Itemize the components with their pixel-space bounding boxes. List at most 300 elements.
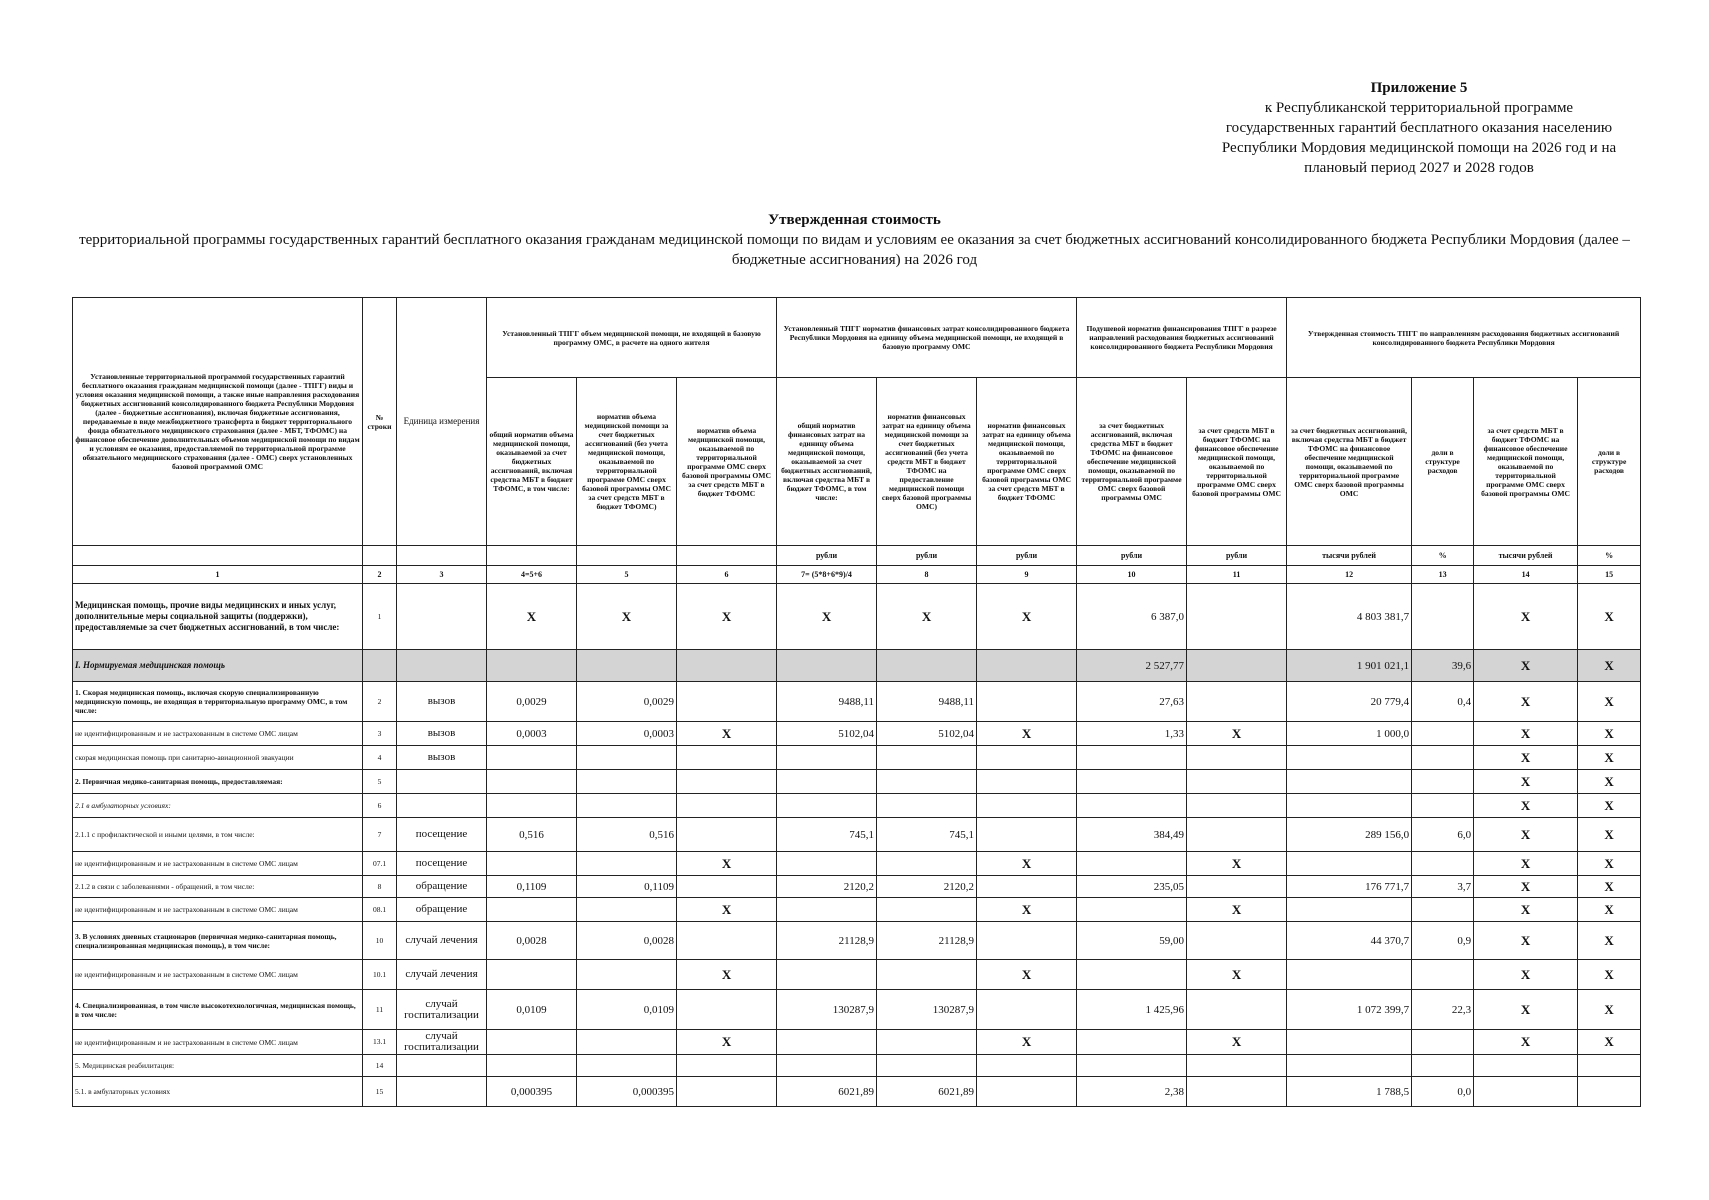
- col3-header: Единица измерения: [397, 298, 487, 546]
- row-unit: [397, 770, 487, 794]
- heading-sub: территориальной программы государственных гарантий бесплатного оказания гражданам медицинской помощи по видам и условиям ее оказания за счет бюджетных ассигнований консолидированного бюджета Республики Мордовия (далее – бюджетные ассигнования) на 2026 год: [79, 232, 1630, 268]
- cell-c9: [977, 650, 1077, 682]
- row-number: 13.1: [363, 1030, 397, 1055]
- cell-c13: 39,6: [1412, 650, 1474, 682]
- cell-c12: [1287, 746, 1412, 770]
- cell-c10: 6 387,0: [1077, 584, 1187, 650]
- cell-c15: X: [1578, 1030, 1641, 1055]
- header-row-groups: [73, 298, 1641, 378]
- row-name: скорая медицинская помощь при санитарно-авиационной эвакуации: [73, 746, 363, 770]
- unit-cell: рубли: [877, 546, 977, 566]
- cell-c14: X: [1474, 722, 1578, 746]
- cell-c13: 0,0: [1412, 1077, 1474, 1107]
- row-number: 6: [363, 794, 397, 818]
- cell-c12: [1287, 794, 1412, 818]
- cell-c8: 5102,04: [877, 722, 977, 746]
- cell-c4: 0,0029: [487, 682, 577, 722]
- cell-c11: [1187, 922, 1287, 960]
- cell-c14: X: [1474, 852, 1578, 876]
- cell-c5: 0,000395: [577, 1077, 677, 1107]
- cell-c4: 0,0109: [487, 990, 577, 1030]
- cell-c8: [877, 898, 977, 922]
- cell-c8: [877, 770, 977, 794]
- cell-c9: X: [977, 722, 1077, 746]
- cell-c5: 0,0029: [577, 682, 677, 722]
- cell-c14: X: [1474, 1030, 1578, 1055]
- cell-c12: 1 072 399,7: [1287, 990, 1412, 1030]
- cell-c9: [977, 746, 1077, 770]
- row-unit: [397, 1077, 487, 1107]
- cell-c14: X: [1474, 794, 1578, 818]
- cell-c14: X: [1474, 960, 1578, 990]
- cell-c11: [1187, 1077, 1287, 1107]
- cell-c6: [677, 876, 777, 898]
- cell-c8: 130287,9: [877, 990, 977, 1030]
- cell-c6: [677, 922, 777, 960]
- sub-header: за счет средств МБТ в бюджет ТФОМС на финансовое обеспечение медицинской помощи, оказываемой по территориальной программе ОМС сверх базовой программы ОМС: [1474, 378, 1578, 546]
- cell-c15: X: [1578, 584, 1641, 650]
- cell-c14: X: [1474, 650, 1578, 682]
- colnum-cell: 7= (5*8+6*9)/4: [777, 566, 877, 584]
- unit-cell: [487, 546, 577, 566]
- cell-c11: [1187, 650, 1287, 682]
- cell-c10: [1077, 770, 1187, 794]
- sub-header: за счет бюджетных ассигнований, включая средства МБТ в бюджет ТФОМС на финансовое обеспечение медицинской помощи, оказываемой по территориальной программе ОМС сверх базовой программы ОМС: [1077, 378, 1187, 546]
- cell-c10: [1077, 852, 1187, 876]
- cell-c5: [577, 746, 677, 770]
- units-row: [73, 546, 1641, 566]
- column-numbers-row: [73, 566, 1641, 584]
- cell-c9: [977, 1055, 1077, 1077]
- cost-table-wrapper: [72, 297, 1640, 1107]
- row-unit: [397, 794, 487, 818]
- sub-header: норматив объема медицинской помощи за счет бюджетных ассигнований (без учета медицинской помощи, оказываемой по территориальной программе ОМС сверх базовой программы ОМС за счет средств МБТ в бюджет ТФОМС): [577, 378, 677, 546]
- cell-c10: [1077, 746, 1187, 770]
- cell-c10: 384,49: [1077, 818, 1187, 852]
- table-row: [73, 818, 1641, 852]
- group1-header: Установленный ТПГГ объем медицинской помощи, не входящей в базовую программу ОМС, в расчете на одного жителя: [487, 298, 777, 378]
- row-unit: [397, 1055, 487, 1077]
- sub-header: доли в структуре расходов: [1412, 378, 1474, 546]
- cell-c7: [777, 650, 877, 682]
- cell-c4: [487, 852, 577, 876]
- cell-c15: X: [1578, 650, 1641, 682]
- cell-c5: [577, 960, 677, 990]
- cell-c6: X: [677, 584, 777, 650]
- cell-c6: [677, 682, 777, 722]
- cell-c8: [877, 852, 977, 876]
- cell-c11: [1187, 584, 1287, 650]
- cell-c4: [487, 1030, 577, 1055]
- cell-c6: X: [677, 960, 777, 990]
- cell-c9: [977, 1077, 1077, 1107]
- cell-c12: 4 803 381,7: [1287, 584, 1412, 650]
- table-row: [73, 852, 1641, 876]
- cell-c13: [1412, 1030, 1474, 1055]
- cell-c11: [1187, 682, 1287, 722]
- table-row: [73, 682, 1641, 722]
- cell-c15: X: [1578, 770, 1641, 794]
- cell-c10: [1077, 960, 1187, 990]
- row-unit: случай госпитализации: [397, 990, 487, 1030]
- row-unit: случай лечения: [397, 922, 487, 960]
- cell-c7: X: [777, 584, 877, 650]
- cell-c8: 2120,2: [877, 876, 977, 898]
- cell-c4: [487, 650, 577, 682]
- row-unit: обращение: [397, 898, 487, 922]
- row-unit: [397, 650, 487, 682]
- cell-c5: [577, 770, 677, 794]
- row-number: 4: [363, 746, 397, 770]
- colnum-cell: 1: [73, 566, 363, 584]
- cell-c9: [977, 682, 1077, 722]
- cell-c12: 1 000,0: [1287, 722, 1412, 746]
- cell-c15: X: [1578, 990, 1641, 1030]
- cell-c7: [777, 746, 877, 770]
- row-name: 3. В условиях дневных стационаров (первичная медико-санитарная помощь, специализированная медицинская помощь), в том числе:: [73, 922, 363, 960]
- row-number: [363, 650, 397, 682]
- group2-header: Установленный ТПГГ норматив финансовых затрат консолидированного бюджета Республики Мордовия на единицу объема медицинской помощи, не входящей в базовую программу ОМС: [777, 298, 1077, 378]
- group4-header: Утвержденная стоимость ТПГГ по направлениям расходования бюджетных ассигнований консолидированного бюджета Республики Мордовия: [1287, 298, 1641, 378]
- table-row: [73, 1030, 1641, 1055]
- row-number: 5: [363, 770, 397, 794]
- cell-c4: 0,0003: [487, 722, 577, 746]
- row-name: Медицинская помощь, прочие виды медицинских и иных услуг, дополнительные меры социальной защиты (поддержки), предоставляемые за счет бюджетных ассигнований, в том числе:: [73, 584, 363, 650]
- row-unit: [397, 584, 487, 650]
- cell-c4: [487, 960, 577, 990]
- cell-c9: X: [977, 852, 1077, 876]
- cell-c7: 745,1: [777, 818, 877, 852]
- cell-c13: [1412, 1055, 1474, 1077]
- colnum-cell: 5: [577, 566, 677, 584]
- cell-c11: [1187, 990, 1287, 1030]
- cell-c4: [487, 898, 577, 922]
- colnum-cell: 15: [1578, 566, 1641, 584]
- cell-c10: 27,63: [1077, 682, 1187, 722]
- colnum-cell: 13: [1412, 566, 1474, 584]
- cell-c8: 21128,9: [877, 922, 977, 960]
- cell-c13: 0,4: [1412, 682, 1474, 722]
- cell-c13: [1412, 722, 1474, 746]
- row-unit: случай лечения: [397, 960, 487, 990]
- cell-c8: [877, 960, 977, 990]
- row-number: 10.1: [363, 960, 397, 990]
- cell-c8: [877, 1030, 977, 1055]
- colnum-cell: 14: [1474, 566, 1578, 584]
- cell-c11: X: [1187, 722, 1287, 746]
- row-name: I. Нормируемая медицинская помощь: [73, 650, 363, 682]
- table-row: [73, 1077, 1641, 1107]
- cell-c13: 0,9: [1412, 922, 1474, 960]
- row-number: 11: [363, 990, 397, 1030]
- cell-c8: 9488,11: [877, 682, 977, 722]
- row-number: 1: [363, 584, 397, 650]
- row-name: 2.1 в амбулаторных условиях:: [73, 794, 363, 818]
- cell-c11: [1187, 1055, 1287, 1077]
- row-name: не идентифицированным и не застрахованным в системе ОМС лицам: [73, 960, 363, 990]
- appendix-line: Республики Мордовия медицинской помощи на 2026 год и на: [1221, 140, 1617, 156]
- sub-header: доли в структуре расходов: [1578, 378, 1641, 546]
- cell-c4: 0,000395: [487, 1077, 577, 1107]
- cell-c5: 0,516: [577, 818, 677, 852]
- table-row: [73, 794, 1641, 818]
- cell-c12: [1287, 1030, 1412, 1055]
- cell-c14: [1474, 1077, 1578, 1107]
- unit-cell: %: [1578, 546, 1641, 566]
- sub-header: общий норматив объема медицинской помощи, оказываемой за счет бюджетных ассигнований, включая средства МБТ в бюджет ТФОМС, в том числе:: [487, 378, 577, 546]
- cell-c9: [977, 794, 1077, 818]
- cell-c7: 5102,04: [777, 722, 877, 746]
- row-name: не идентифицированным и не застрахованным в системе ОМС лицам: [73, 1030, 363, 1055]
- cell-c12: 176 771,7: [1287, 876, 1412, 898]
- row-name: 1. Скорая медицинская помощь, включая скорую специализированную медицинскую помощь, не входящая в территориальную программу ОМС, в том числе:: [73, 682, 363, 722]
- cell-c7: [777, 770, 877, 794]
- cell-c4: 0,1109: [487, 876, 577, 898]
- cell-c14: X: [1474, 584, 1578, 650]
- col2-header: № строки: [363, 298, 397, 546]
- appendix-line: к Республиканской территориальной программе: [1264, 100, 1574, 116]
- cell-c12: 1 788,5: [1287, 1077, 1412, 1107]
- cell-c5: 0,0003: [577, 722, 677, 746]
- appendix-block: [1189, 78, 1649, 178]
- cell-c6: X: [677, 1030, 777, 1055]
- row-name: 4. Специализированная, в том числе высокотехнологичная, медицинская помощь, в том числе:: [73, 990, 363, 1030]
- colnum-cell: 4=5+6: [487, 566, 577, 584]
- table-row: [73, 898, 1641, 922]
- cell-c7: [777, 1030, 877, 1055]
- table-row: [73, 922, 1641, 960]
- cell-c6: [677, 1077, 777, 1107]
- table-row: [73, 650, 1641, 682]
- cell-c7: [777, 960, 877, 990]
- row-name: не идентифицированным и не застрахованным в системе ОМС лицам: [73, 898, 363, 922]
- row-unit: посещение: [397, 818, 487, 852]
- cell-c7: 2120,2: [777, 876, 877, 898]
- table-row: [73, 1055, 1641, 1077]
- cell-c13: [1412, 584, 1474, 650]
- document-heading: [60, 210, 1649, 270]
- row-number: 10: [363, 922, 397, 960]
- cell-c6: [677, 746, 777, 770]
- cell-c5: 0,1109: [577, 876, 677, 898]
- cell-c10: [1077, 1030, 1187, 1055]
- cell-c9: [977, 876, 1077, 898]
- cell-c5: 0,0028: [577, 922, 677, 960]
- unit-cell: [577, 546, 677, 566]
- cell-c11: X: [1187, 960, 1287, 990]
- colnum-cell: 9: [977, 566, 1077, 584]
- cell-c9: [977, 818, 1077, 852]
- cell-c7: [777, 898, 877, 922]
- table-row: [73, 722, 1641, 746]
- table-body: [73, 584, 1641, 1107]
- colnum-cell: 3: [397, 566, 487, 584]
- cell-c13: [1412, 794, 1474, 818]
- row-name: 5.1. в амбулаторных условиях: [73, 1077, 363, 1107]
- cell-c6: [677, 794, 777, 818]
- sub-header: за счет средств МБТ в бюджет ТФОМС на финансовое обеспечение медицинской помощи, оказываемой по территориальной программе ОМС сверх базовой программы ОМС: [1187, 378, 1287, 546]
- unit-cell: рубли: [777, 546, 877, 566]
- colnum-cell: 8: [877, 566, 977, 584]
- colnum-cell: 12: [1287, 566, 1412, 584]
- row-unit: вызов: [397, 682, 487, 722]
- unit-cell: тысячи рублей: [1287, 546, 1412, 566]
- row-number: 07.1: [363, 852, 397, 876]
- cell-c11: [1187, 818, 1287, 852]
- row-name: 2.1.1 с профилактической и иными целями, в том числе:: [73, 818, 363, 852]
- unit-cell: %: [1412, 546, 1474, 566]
- cell-c10: 2 527,77: [1077, 650, 1187, 682]
- cell-c5: [577, 650, 677, 682]
- cell-c13: 6,0: [1412, 818, 1474, 852]
- cell-c13: [1412, 746, 1474, 770]
- cell-c9: X: [977, 1030, 1077, 1055]
- row-name: 2.1.2 в связи с заболеваниями - обращений, в том числе:: [73, 876, 363, 898]
- cell-c15: X: [1578, 722, 1641, 746]
- cell-c6: X: [677, 722, 777, 746]
- cell-c15: [1578, 1077, 1641, 1107]
- cell-c15: X: [1578, 682, 1641, 722]
- cell-c10: [1077, 794, 1187, 818]
- unit-cell: рубли: [1077, 546, 1187, 566]
- cell-c4: [487, 794, 577, 818]
- cell-c9: [977, 770, 1077, 794]
- cell-c13: 3,7: [1412, 876, 1474, 898]
- row-number: 3: [363, 722, 397, 746]
- cell-c15: [1578, 1055, 1641, 1077]
- row-number: 14: [363, 1055, 397, 1077]
- cell-c5: 0,0109: [577, 990, 677, 1030]
- cell-c12: 289 156,0: [1287, 818, 1412, 852]
- cell-c6: [677, 990, 777, 1030]
- cell-c14: X: [1474, 922, 1578, 960]
- cell-c14: X: [1474, 746, 1578, 770]
- cell-c12: [1287, 898, 1412, 922]
- row-unit: вызов: [397, 746, 487, 770]
- row-unit: посещение: [397, 852, 487, 876]
- cell-c7: [777, 852, 877, 876]
- row-name: не идентифицированным и не застрахованным в системе ОМС лицам: [73, 722, 363, 746]
- row-number: 15: [363, 1077, 397, 1107]
- cell-c5: X: [577, 584, 677, 650]
- cell-c11: [1187, 876, 1287, 898]
- cell-c7: 6021,89: [777, 1077, 877, 1107]
- cell-c4: [487, 770, 577, 794]
- cell-c6: X: [677, 898, 777, 922]
- row-name: 5. Медицинская реабилитация:: [73, 1055, 363, 1077]
- table-row: [73, 960, 1641, 990]
- cell-c14: X: [1474, 818, 1578, 852]
- cell-c8: 6021,89: [877, 1077, 977, 1107]
- cell-c9: X: [977, 584, 1077, 650]
- cell-c12: [1287, 770, 1412, 794]
- row-name: не идентифицированным и не застрахованным в системе ОМС лицам: [73, 852, 363, 876]
- cell-c13: 22,3: [1412, 990, 1474, 1030]
- cell-c15: X: [1578, 922, 1641, 960]
- cell-c7: 9488,11: [777, 682, 877, 722]
- cell-c8: X: [877, 584, 977, 650]
- cell-c10: 1,33: [1077, 722, 1187, 746]
- unit-cell: [73, 546, 363, 566]
- cell-c4: [487, 1055, 577, 1077]
- cell-c12: [1287, 1055, 1412, 1077]
- sub-header: общий норматив финансовых затрат на единицу объема медицинской помощи, оказываемой за счет бюджетных ассигнований, включая средства МБТ в бюджет ТФОМС, в том числе:: [777, 378, 877, 546]
- sub-header: норматив объема медицинской помощи, оказываемой по территориальной программе ОМС сверх базовой программы ОМС за счет средств МБТ в бюджет ТФОМС: [677, 378, 777, 546]
- table-row: [73, 770, 1641, 794]
- cell-c6: [677, 770, 777, 794]
- unit-cell: [397, 546, 487, 566]
- cell-c4: 0,0028: [487, 922, 577, 960]
- cell-c10: 59,00: [1077, 922, 1187, 960]
- row-name: 2. Первичная медико-санитарная помощь, предоставляемая:: [73, 770, 363, 794]
- cell-c11: X: [1187, 898, 1287, 922]
- cell-c12: 20 779,4: [1287, 682, 1412, 722]
- cell-c15: X: [1578, 960, 1641, 990]
- cell-c7: 130287,9: [777, 990, 877, 1030]
- cell-c15: X: [1578, 818, 1641, 852]
- cell-c13: [1412, 898, 1474, 922]
- row-unit: вызов: [397, 722, 487, 746]
- row-number: 2: [363, 682, 397, 722]
- colnum-cell: 6: [677, 566, 777, 584]
- cell-c15: X: [1578, 746, 1641, 770]
- cell-c13: [1412, 770, 1474, 794]
- cell-c6: [677, 650, 777, 682]
- cell-c5: [577, 1055, 677, 1077]
- cell-c4: [487, 746, 577, 770]
- unit-cell: [677, 546, 777, 566]
- cell-c11: X: [1187, 1030, 1287, 1055]
- col1-header: Установленные территориальной программой государственных гарантий бесплатного оказания гражданам медицинской помощи (далее - ТПГГ) виды и условия оказания медицинской помощи, а также иные направления расходования бюджетных ассигнований консолидированного бюджета Республики Мордовия (далее - бюджетные ассигнования), включая бюджетные ассигнования, передаваемые в виде межбюджетного трансферта в бюджет территориального фонда обязательного медицинского страхования (далее - МБТ, ТФОМС) на финансовое обеспечение дополнительных объемов медицинской помощи по видам и условиям ее оказания, предоставляемой по территориальной программе обязательного медицинского страхования (далее - ОМС) сверх установленных базовой программой ОМС: [73, 298, 363, 546]
- table-row: [73, 746, 1641, 770]
- cell-c7: [777, 1055, 877, 1077]
- cell-c10: [1077, 898, 1187, 922]
- row-unit: обращение: [397, 876, 487, 898]
- cell-c11: X: [1187, 852, 1287, 876]
- cell-c13: [1412, 960, 1474, 990]
- table-row: [73, 584, 1641, 650]
- cell-c14: X: [1474, 898, 1578, 922]
- cell-c13: [1412, 852, 1474, 876]
- appendix-line: плановый период 2027 и 2028 годов: [1304, 160, 1534, 176]
- row-number: 7: [363, 818, 397, 852]
- cell-c11: [1187, 746, 1287, 770]
- cell-c14: X: [1474, 990, 1578, 1030]
- cell-c15: X: [1578, 898, 1641, 922]
- row-unit: случай госпитализации: [397, 1030, 487, 1055]
- colnum-cell: 11: [1187, 566, 1287, 584]
- table-row: [73, 990, 1641, 1030]
- cell-c5: [577, 794, 677, 818]
- cell-c8: [877, 1055, 977, 1077]
- sub-header: норматив финансовых затрат на единицу объема медицинской помощи за счет бюджетных ассигнований (без учета средств МБТ в бюджет ТФОМС на предоставление медицинской помощи сверх базовой программы ОМС): [877, 378, 977, 546]
- unit-cell: рубли: [1187, 546, 1287, 566]
- cell-c6: [677, 818, 777, 852]
- cell-c5: [577, 852, 677, 876]
- cell-c5: [577, 898, 677, 922]
- cell-c14: X: [1474, 682, 1578, 722]
- cell-c12: 1 901 021,1: [1287, 650, 1412, 682]
- sub-header: за счет бюджетных ассигнований, включая средства МБТ в бюджет ТФОМС на финансовое обеспечение медицинской помощи, оказываемой по территориальной программе ОМС сверх базовой программы ОМС: [1287, 378, 1412, 546]
- cell-c8: [877, 794, 977, 818]
- row-number: 8: [363, 876, 397, 898]
- cell-c12: 44 370,7: [1287, 922, 1412, 960]
- cell-c15: X: [1578, 876, 1641, 898]
- colnum-cell: 10: [1077, 566, 1187, 584]
- cell-c10: 2,38: [1077, 1077, 1187, 1107]
- appendix-title: Приложение 5: [1370, 80, 1468, 96]
- cell-c9: [977, 990, 1077, 1030]
